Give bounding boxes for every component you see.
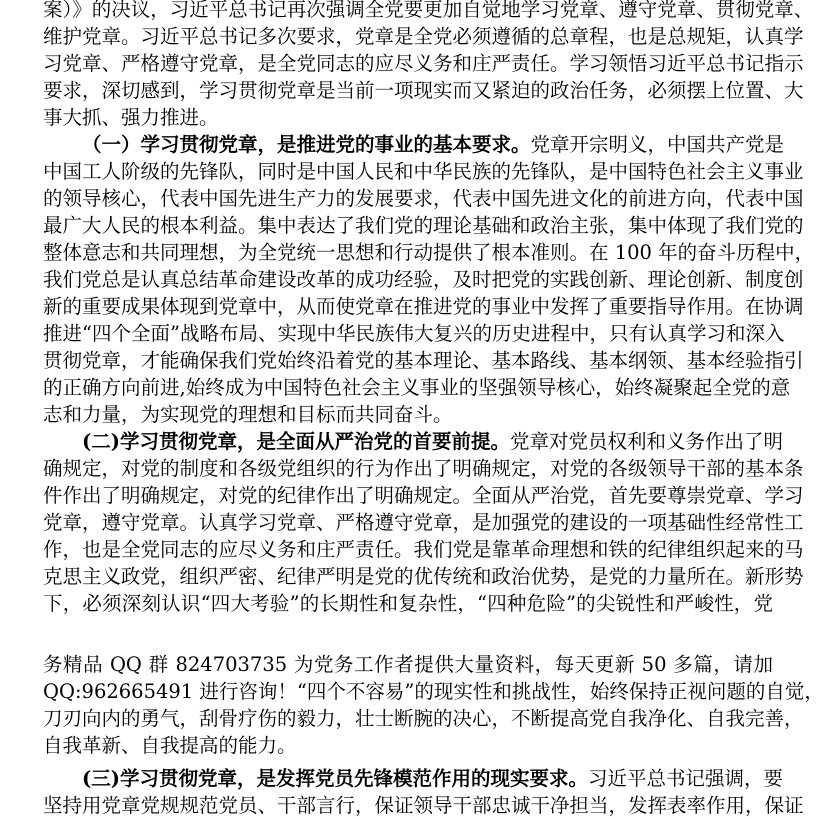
text-line: 自我革新、自我提高的能力。 xyxy=(43,734,297,757)
text-line: 贯彻党章，才能确保我们党始终沿着党的基本理论、基本路线、基本纲领、基本经验指引 xyxy=(43,349,804,372)
section-1-first-line-rest: 党章开宗明义，中国共产党是 xyxy=(530,133,785,156)
text-line: 下，必须深刻认识“四大考验”的长期性和复杂性，“四种危险”的尖锐性和严峻性，党 xyxy=(43,592,773,615)
section-2-heading: (二)学习贯彻党章，是全面从严治党的首要前提。 xyxy=(82,430,510,453)
text-line: 坚持用党章党规规范党员、干部言行，保证领导干部忠诚干净担当，发挥表率作用，保证 xyxy=(43,794,804,817)
text-line: 事大抓、强力推进。 xyxy=(43,106,219,129)
section-1-first-line xyxy=(82,131,785,158)
section-2-first-line xyxy=(82,428,783,455)
text-line: 推进“四个全面”战略布局、实现中华民族伟大复兴的历史进程中，只有认真学习和深入 xyxy=(43,322,785,345)
text-line: 整体意志和共同理想，为全党统一思想和行动提供了根本准则。在 100 年的奋斗历程中， xyxy=(43,241,815,264)
text-line: 的领导核心，代表中国先进生产力的发展要求，代表中国先进文化的前进方向，代表中国 xyxy=(43,187,804,210)
text-line: 务精品 QQ 群 824703735 为党务工作者提供大量资料，每天更新 50 多篇，请加 xyxy=(43,653,773,676)
text-line: 作，也是全党同志的应尽义务和庄严责任。我们党是靠革命理想和铁的纪律组织起来的马 xyxy=(43,538,804,561)
text-line: 的正确方向前进,始终成为中国特色社会主义事业的坚强领导核心，始终凝聚起全党的意 xyxy=(43,376,791,399)
section-2-first-line-rest: 党章对党员权利和义务作出了明 xyxy=(509,430,783,453)
text-line: 刀刃向内的勇气，刮骨疗伤的毅力，壮士断腕的决心，不断提高党自我净化、自我完善， xyxy=(43,707,804,730)
text-line: 志和力量，为实现党的理想和目标而共同奋斗。 xyxy=(43,403,453,426)
section-3-first-line-rest: 习近平总书记强调，要 xyxy=(587,767,783,790)
text-line: 确规定，对党的制度和各级党组织的行为作出了明确规定，对党的各级领导干部的基本条 xyxy=(43,457,804,480)
text-line: 件作出了明确规定，对党的纪律作出了明确规定。全面从严治党，首先要尊崇党章、学习 xyxy=(43,484,804,507)
text-line: QQ:962665491 进行咨询！“四个不容易”的现实性和挑战性，始终保持正视问题的自觉， xyxy=(43,680,824,703)
text-line: 克思主义政党，组织严密、纪律严明是党的优传统和政治优势，是党的力量所在。新形势 xyxy=(43,565,804,588)
text-line: 我们党总是认真总结革命建设改革的成功经验，及时把党的实践创新、理论创新、制度创 xyxy=(43,268,804,291)
text-line: 案）》的决议，习近平总书记再次强调全党要更加自觉地学习党章、遵守党章、贯彻党章、 xyxy=(43,0,814,21)
text-line: 党章，遵守党章。认真学习党章、严格遵守党章，是加强党的建设的一项基础性经常性工 xyxy=(43,511,804,534)
section-1-heading: （一）学习贯彻党章，是推进党的事业的基本要求。 xyxy=(82,133,531,156)
text-line: 新的重要成果体现到党章中，从而使党章在推进党的事业中发挥了重要指导作用。在协调 xyxy=(43,295,804,318)
text-line: 习党章、严格遵守党章，是全党同志的应尽义务和庄严责任。学习领悟习近平总书记指示 xyxy=(43,52,804,75)
section-3-first-line xyxy=(82,765,783,792)
text-line: 最广大人民的根本利益。集中表达了我们党的理论基础和政治主张，集中体现了我们党的 xyxy=(43,214,804,237)
text-line: 维护党章。习近平总书记多次要求，党章是全党必须遵循的总章程，也是总规矩，认真学 xyxy=(43,25,804,48)
text-line: 要求，深切感到，学习贯彻党章是当前一项现实而又紧迫的政治任务，必须摆上位置、大 xyxy=(43,79,804,102)
text-line: 中国工人阶级的先锋队，同时是中国人民和中华民族的先锋队，是中国特色社会主义事业 xyxy=(43,160,804,183)
section-3-heading: (三)学习贯彻党章，是发挥党员先锋模范作用的现实要求。 xyxy=(82,767,588,790)
